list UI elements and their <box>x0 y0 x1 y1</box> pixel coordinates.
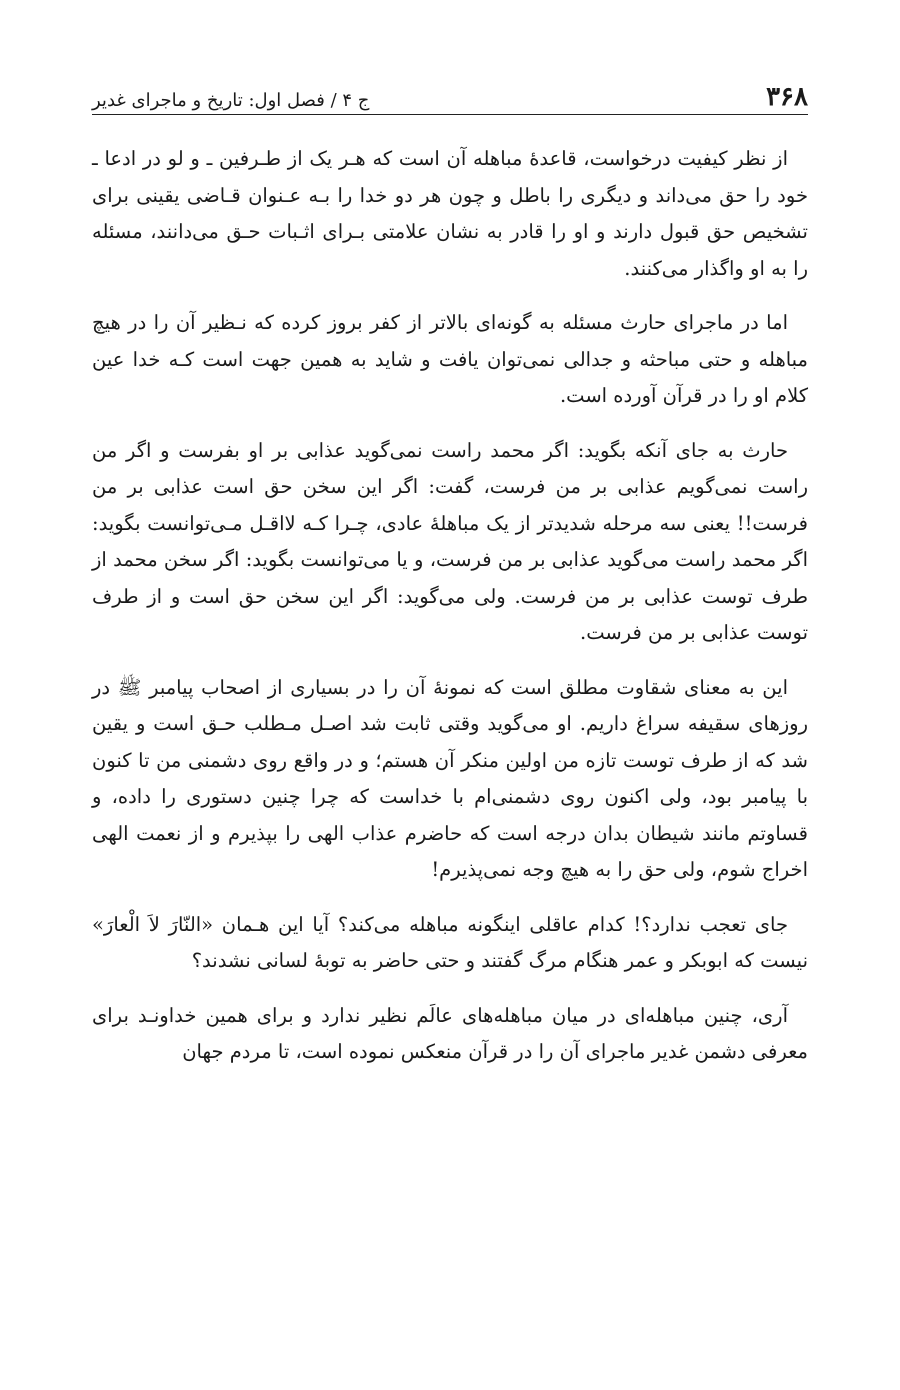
paragraph: جای تعجب ندارد؟! کدام عاقلی اینگونه مباهله می‌کند؟ آیا این هـمان «النّارَ لاَ الْعارَ» نیست که ابوبکر و عمر هنگام مرگ گفتند و حتی حاضر به توبهٔ لسانی نشدند؟ <box>92 912 808 972</box>
page-header <box>92 64 808 115</box>
paragraph: از نظر کیفیت درخواست، قاعدهٔ مباهله آن است که هـر یک از طـرفین ـ و لو در ادعا ـ خود را حق می‌داند و دیگری را باطل و چون هر دو خدا را بـه عـنوان قـاضی یقینی برای تشخیص حق قبول دارند و او را قادر به نشان علامتی بـرای اثـبات حـق می‌دانند، مسئله را به او واگذار می‌کنند. <box>92 147 808 280</box>
book-page <box>92 64 808 1089</box>
paragraph: آری، چنین مباهله‌ای در میان مباهله‌های عالَم نظیر ندارد و برای همین خداونـد برای معرفی دشمن غدیر ماجرای آن را در قرآن منعکس نموده است، تا مردم جهان <box>92 1003 808 1063</box>
paragraph: این به معنای شقاوت مطلق است که نمونهٔ آن را در بسیاری از اصحاب پیامبر ﷺ در روزهای سقیفه سراغ داریم. او می‌گوید وقتی ثابت شد اصـل مـطلب حـق است و یقین شد که از طرف توست تازه من اولین منکر آن هستم؛ و در واقع روی دشمنی من تا کنون با پیامبر بود، ولی اکنون روی دشمنی‌ام با خداست که چرا چنین دستوری را داده، و قساوتم مانند شیطان بدان درجه است که حاضرم عذاب الهی را بپذیرم و از نعمت الهی اخراج شوم، ولی حق را به هیچ وجه نمی‌پذیرم! <box>92 675 808 881</box>
paragraph: اما در ماجرای حارث مسئله به گونه‌ای بالاتر از کفر بروز کرده که نـظیر آن را در هیچ مباهله و حتی مباحثه و جدالی نمی‌توان یافت و شاید به همین جهت است کـه خدا عین کلام او را در قرآن آورده است. <box>92 311 808 407</box>
running-title: ج ۴ / فصل اول: تاریخ و ماجرای غدیر <box>92 90 370 111</box>
paragraph: حارث به جای آنکه بگوید: اگر محمد راست نمی‌گوید عذابی بر او بفرست و اگر من راست نمی‌گویم عذابی بر من فرست، گفت: اگر این سخن حق است عذابی بر من فرست!! یعنی سه مرحله شدیدتر از یک مباهلهٔ عادی، چـرا کـه لااقـل مـی‌توانست بگوید: اگر محمد راست می‌گوید عذابی بر من فرست، و یا می‌توانست بگوید: اگر سخن محمد از طرف توست عذابی بر من فرست. ولی می‌گوید: اگر این سخن حق است و از طرف توست عذابی بر من فرست. <box>92 438 808 644</box>
page-number: ۳۶۸ <box>766 82 808 112</box>
page-body <box>92 141 808 1071</box>
